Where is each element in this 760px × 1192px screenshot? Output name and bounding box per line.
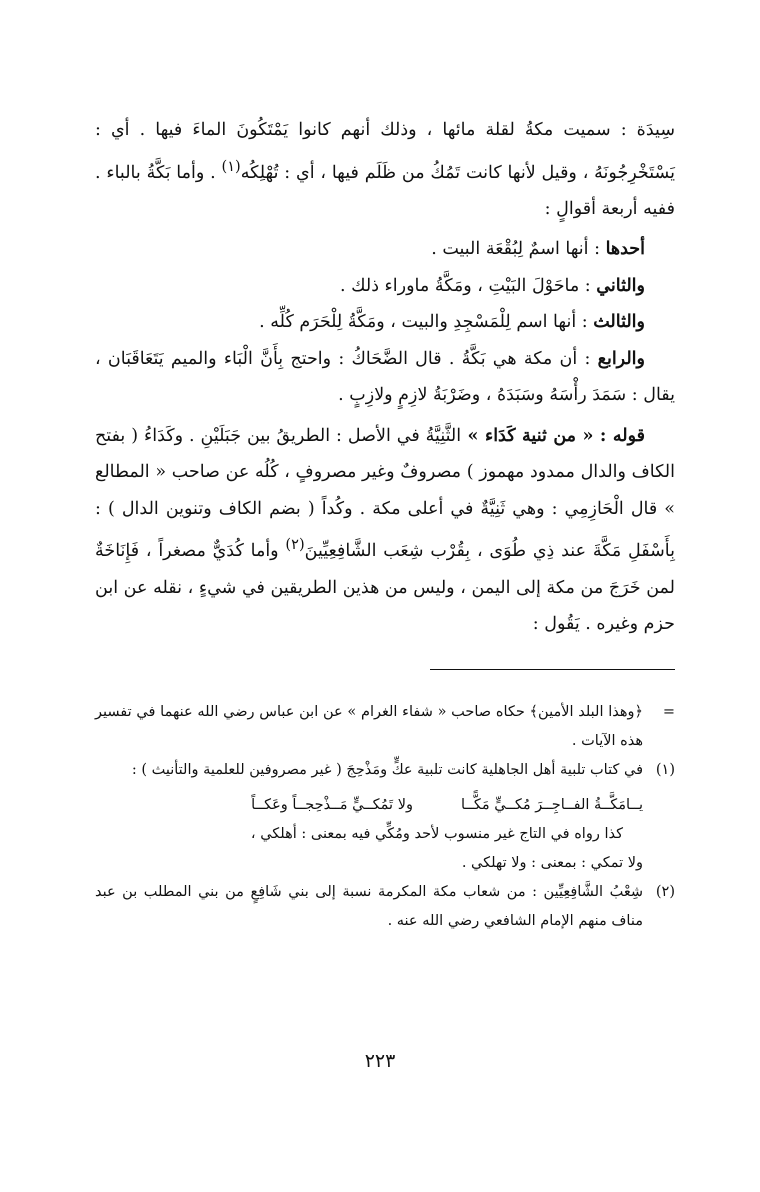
opinion-lead: والرابع <box>597 348 645 369</box>
verse-first-hemistich: يــامَكَّــةُ الفــاجِــرَ مُكــيٍّ مَكًّــا <box>460 796 643 813</box>
footnote-separator <box>430 669 675 670</box>
opinion-text: : أنها اسم لِلْمَسْجِدِ والبيت ، ومَكَّةُ لِلْحَرَم كُلِّه . <box>259 312 594 333</box>
book-page <box>95 112 675 936</box>
verse-second-hemistich: ولا تَمُكــيٍّ مَــذْحِجــاً وعَكــاً <box>251 796 413 813</box>
opinion-fourth <box>95 341 675 414</box>
opinion-text: : أن مكة هي بَكَّةُ . قال الضَّحَاكُ : واحتج بِأَنَّ الْبَاء والميم يَتَعَاقَبَان ، يقال : سَمَدَ رأْسَهُ وسَبَدَهُ ، وضَرْبَةُ لازِمٍ ولازِبٍ . <box>95 348 675 406</box>
paragraph-text-end: وأما كُدَيٌّ مصغراً ، فَإِنَاخَةٌ لمن خَرَجَ من مكة إلى اليمن ، وليس من هذين الطريقين في شيءٍ ، نقله عن ابن حزم وغيره . يَقُول : <box>95 541 675 635</box>
footnote-text: ﴿وهذا البلد الأمين﴾ حكاه صاحب « شفاء الغرام » عن ابن عباس رضي الله عنهما في تفسير هذه الآيات . <box>95 703 643 749</box>
footnote-text: في كتاب تلبية أهل الجاهلية كانت تلبية عكٍّ ومَذْحِجَ ( غير مصروفين للعلمية والتأنيث ) : <box>131 761 643 778</box>
footnote-text: شِعْبُ الشَّافِعِيِّين : من شعاب مكة المكرمة نسبة إلى بني شَافِعٍ من بني المطلب بن عبد مناف منهم الإمام الشافعي رضي الله عنه . <box>95 883 643 929</box>
paragraph-text-end: . وأما بَكَّةُ بالباء . ففيه أربعة أقوالٍ : <box>95 162 675 219</box>
main-text <box>95 112 675 643</box>
opinion-lead: أحدها <box>605 239 645 260</box>
paragraph-text: الثَّنِيَّةُ في الأصل : الطريقُ بين جَبَلَيْنِ . وكَدَاءُ ( بفتح الكاف والدال ممدود مهموز ) مصروفٌ وغير مصروفٍ ، كُلُه عن صاحب « المطالع » قال الْحَازِمِي : وهي ثَنِيَّةٌ في أعلى مكة . وكُداً ( بضم الكاف وتنوين الدال ) : بِأَسْفَلِ مَكَّةَ عند ذِي طُوَى ، بِقُرْب شِعَب الشَّافِعِيِّينَ <box>95 425 675 562</box>
opinion-lead: والثالث <box>593 312 645 333</box>
footnotes <box>95 698 675 936</box>
paragraph-kadaa <box>95 418 675 643</box>
opinion-second <box>95 268 675 305</box>
opinion-lead: والثاني <box>596 275 645 296</box>
footnote-1-continuation: كذا رواه في التاج غير منسوب لأحد ومُكِّي فيه بمعنى : أهلكي ، <box>250 825 623 842</box>
footnote-2 <box>95 878 675 936</box>
footnote-mark: (١) <box>655 761 675 778</box>
opinion-text: : أنها اسمٌ لِبُقْعَة البيت . <box>431 239 606 260</box>
footnote-ref-1: (١) <box>221 157 241 175</box>
opinion-text: : ماحَوْلَ البَيْتِ ، ومَكَّةُ ماوراء ذلك . <box>340 275 597 296</box>
poetry-verse <box>95 791 643 820</box>
footnote-1-continuation: ولا تمكي : بمعنى : ولا تهلكي . <box>461 854 643 871</box>
opinion-third <box>95 304 675 341</box>
paragraph-makkah-etymology <box>95 112 675 227</box>
footnote-mark: (٢) <box>655 883 675 900</box>
page-number: ٢٢٣ <box>364 1050 396 1072</box>
footnote-mark: = <box>662 703 675 720</box>
footnote-ref-2: (٢) <box>285 536 305 554</box>
paragraph-text: سِيدَة : سميت مكةُ لقلة مائها ، وذلك أنهم كانوا يَمْتَكُونَ الماءَ فيها . أي : يَسْتَخْرِجُونَهُ ، وقيل لأنها كانت تَمُكُ من ظَلَم فيها ، أي : تُهْلِكُه <box>95 120 675 183</box>
footnote-1 <box>95 756 675 785</box>
footnote-continued <box>95 698 675 756</box>
opinion-first <box>95 231 675 268</box>
quoted-phrase: قوله : « من ثنية كَدَاء » <box>461 425 645 446</box>
